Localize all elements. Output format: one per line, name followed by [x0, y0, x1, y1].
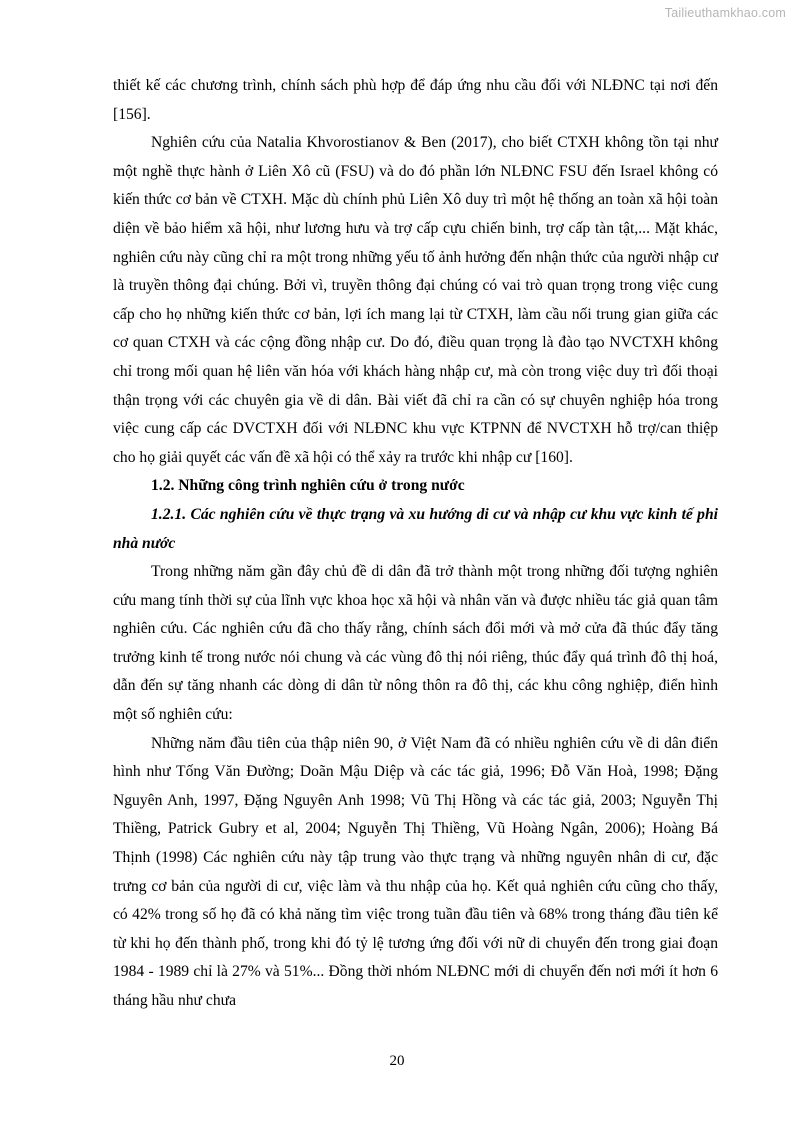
paragraph-migration-overview: Trong những năm gần đây chủ đề di dân đã trở thành một trong những đối tượng nghiên cứu mang tính thời sự của lĩnh vực khoa học xã hội và nhân văn và được nhiều tác giả quan tâm nghiên cứu. Các nghiên cứu đã cho thấy rằng, chính sách đổi mới và mở cửa đã thúc đẩy tăng trưởng kinh tế trong nước nói chung và các vùng đô thị nói riêng, thúc đẩy quá trình đô thị hoá, dẫn đến sự tăng nhanh các dòng di dân từ nông thôn ra đô thị, các khu công nghiệp, điển hình một số nghiên cứu: — [113, 563, 718, 724]
page-number: 20 — [389, 1053, 405, 1069]
section-heading: 1.2. Những công trình nghiên cứu ở trong nước — [151, 477, 465, 495]
paragraph-early-studies: Những năm đầu tiên của thập niên 90, ở Việt Nam đã có nhiều nghiên cứu về di dân điển hình như Tống Văn Đường; Doãn Mậu Diệp và các tác giả, 1996; Đỗ Văn Hoà, 1998; Đặng Nguyên Anh, 1997, Đặng Nguyên Anh 1998; Vũ Thị Hồng và các tác giả, 2003; Nguyễn Thị Thiềng, Patrick Gubry et al, 2004; Nguyễn Thị Thiềng, Vũ Hoàng Ngân, 2006); Hoàng Bá Thịnh (1998) Các nghiên cứu này tập trung vào thực trạng và những nguyên nhân di cư, đặc trưng cơ bản của người di cư, việc làm và thu nhập của họ. Kết quả nghiên cứu cũng cho thấy, có 42% trong số họ đã có khả năng tìm việc trong tuần đầu tiên và 68% trong tháng đầu tiên kể từ khi họ đến thành phố, trong khi đó tỷ lệ tương ứng đối với nữ di chuyển đến trong giai đoạn 1984 - 1989 chỉ là 27% và 51%... Đồng thời nhóm NLĐNC mới di chuyển đến nơi mới ít hơn 6 tháng hầu như chưa — [113, 734, 718, 1009]
watermark: Tailieuthamkhao.com — [664, 6, 786, 20]
document-body — [113, 72, 718, 1016]
paragraph-khvorostianov-study: Nghiên cứu của Natalia Khvorostianov & Ben (2017), cho biết CTXH không tồn tại như một nghề thực hành ở Liên Xô cũ (FSU) và do đó phần lớn NLĐNC FSU đến Israel không có kiến thức cơ bản về CTXH. Mặc dù chính phủ Liên Xô duy trì một hệ thống an toàn xã hội toàn diện về bảo hiểm xã hội, như lương hưu và trợ cấp cựu chiến binh, trợ cấp tàn tật,... Mặt khác, nghiên cứu này cũng chỉ ra một trong những yếu tố ảnh hưởng đến nhận thức của người nhập cư là truyền thông đại chúng. Bởi vì, truyền thông đại chúng có vai trò quan trọng trong việc cung cấp cho họ những kiến thức cơ bản, lợi ích mang lại từ CTXH, làm cầu nối trung gian giữa các cơ quan CTXH và các cộng đồng nhập cư. Do đó, điều quan trọng là đào tạo NVCTXH không chỉ trong mối quan hệ liên văn hóa với khách hàng nhập cư, mà còn trong việc duy trì đối thoại thận trọng với các chuyên gia về di dân. Bài viết đã chỉ ra cần có sự chuyên nghiệp hóa trong việc cung cấp các DVCTXH đối với NLĐNC khu vực KTPNN để NVCTXH hỗ trợ/can thiệp cho họ giải quyết các vấn đề xã hội có thể xảy ra trước khi nhập cư [160]. — [113, 134, 718, 466]
paragraph-continuation: thiết kế các chương trình, chính sách phù hợp để đáp ứng nhu cầu đối với NLĐNC tại nơi đến [156]. — [113, 77, 718, 123]
subsection-heading: 1.2.1. Các nghiên cứu về thực trạng và xu hướng di cư và nhập cư khu vực kinh tế phi nhà nước — [113, 505, 718, 552]
